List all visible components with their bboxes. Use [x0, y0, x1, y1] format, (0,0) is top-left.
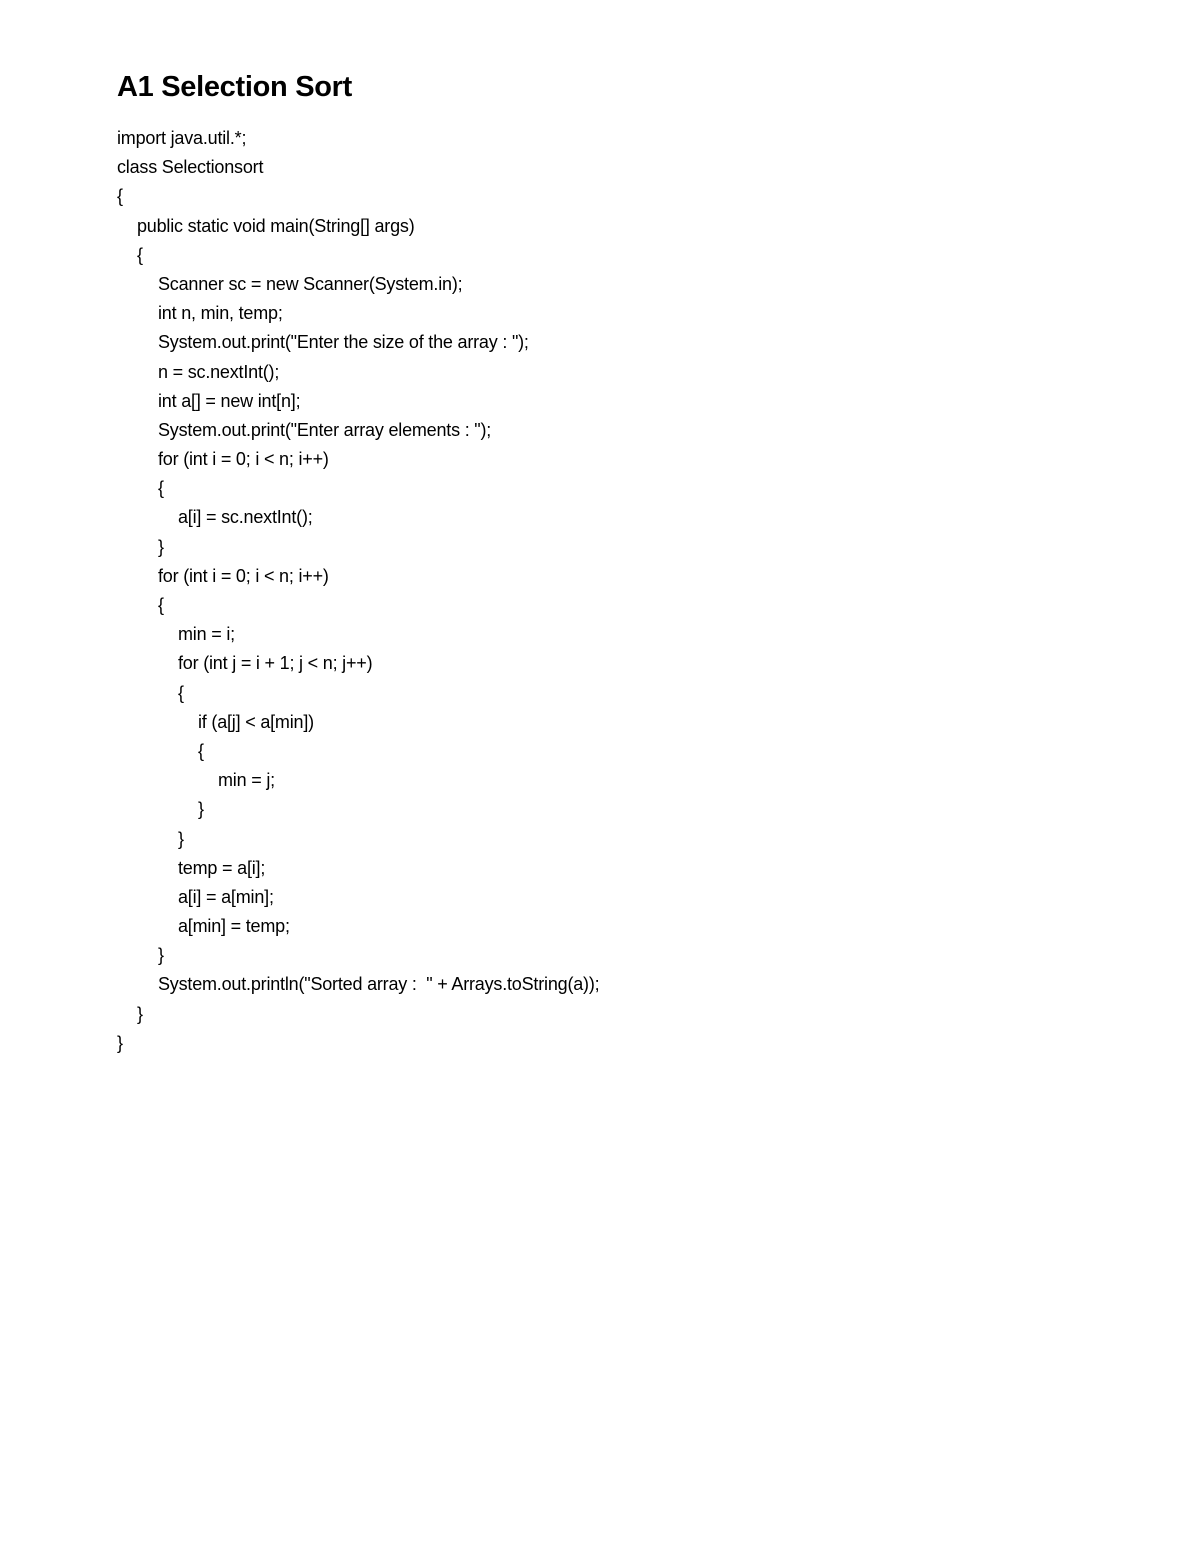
code-line: import java.util.*; — [117, 128, 247, 148]
code-block — [117, 124, 599, 1058]
code-line: { — [158, 595, 164, 615]
code-line: a[i] = sc.nextInt(); — [178, 507, 313, 528]
code-line: { — [158, 478, 164, 499]
code-line: a[i] = a[min]; — [178, 886, 274, 907]
code-line: temp = a[i]; — [178, 857, 266, 878]
code-line: System.out.println("Sorted array : " + Arrays.toString(a)); — [158, 974, 600, 995]
code-line: int n, min, temp; — [158, 303, 283, 324]
code-line: min = i; — [178, 624, 235, 645]
document-title: A1 Selection Sort — [117, 71, 353, 103]
code-line: } — [158, 945, 164, 966]
code-line: if (a[j] < a[min]) — [198, 711, 314, 732]
code-line: { — [137, 244, 143, 265]
code-line: for (int j = i + 1; j < n; j++) — [178, 653, 373, 674]
code-line: { — [117, 186, 123, 207]
code-line: class Selectionsort — [117, 157, 264, 178]
code-line: } — [158, 536, 164, 557]
code-line: System.out.print("Enter the size of the array : "); — [158, 332, 529, 353]
code-line: public static void main(String[] args) — [137, 215, 415, 236]
code-line: for (int i = 0; i < n; i++) — [158, 565, 329, 586]
code-line: } — [117, 1032, 123, 1053]
code-line: for (int i = 0; i < n; i++) — [158, 449, 329, 470]
code-line: } — [178, 828, 184, 849]
code-line: } — [137, 1003, 143, 1024]
code-line: Scanner sc = new Scanner(System.in); — [158, 273, 463, 294]
code-line: int a[] = new int[n]; — [158, 390, 301, 411]
code-line: n = sc.nextInt(); — [158, 361, 280, 382]
code-line: { — [178, 682, 184, 703]
code-line: min = j; — [218, 770, 275, 791]
code-line: { — [198, 740, 204, 761]
code-line: System.out.print("Enter array elements : "); — [158, 419, 492, 440]
code-line: a[min] = temp; — [178, 916, 290, 937]
code-line: } — [198, 799, 204, 820]
